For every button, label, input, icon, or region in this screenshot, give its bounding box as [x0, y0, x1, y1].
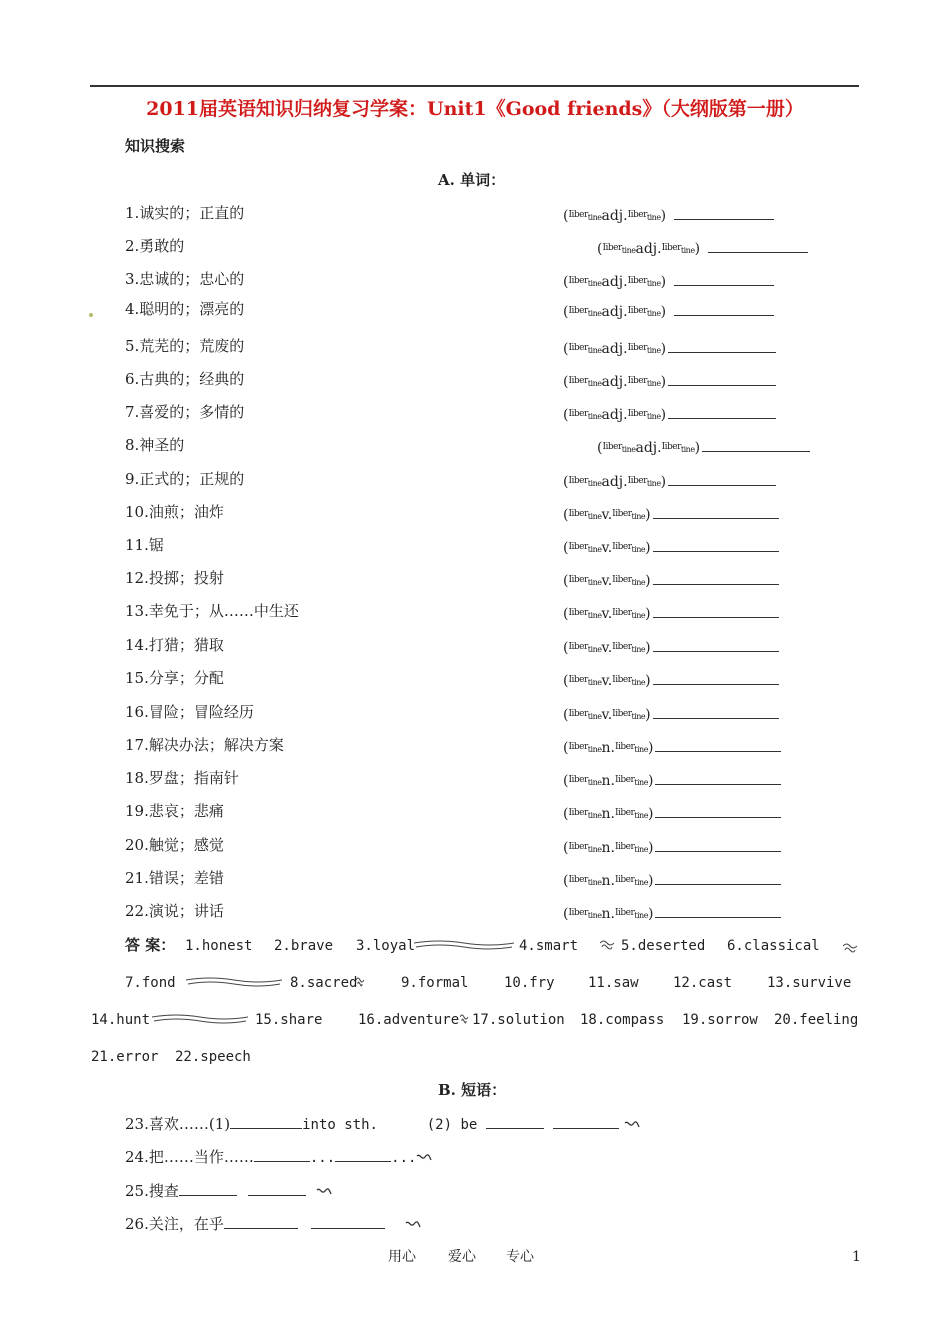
paren-close: ) [694, 440, 701, 456]
glyph-mark: Iibertine [614, 842, 648, 854]
answer-item: 7.fond [125, 975, 176, 991]
glyph-mark: Iibertine [627, 343, 661, 355]
part-of-speech: v. [601, 673, 613, 689]
glyph-mark: Iibertine [568, 409, 602, 421]
answer-item: 11.saw [588, 975, 639, 991]
blank [230, 1116, 302, 1129]
part-of-speech: adj. [601, 274, 628, 290]
part-of-speech: adj. [601, 341, 628, 357]
wave-mark [152, 1013, 248, 1025]
vocab-item-cn: 19.悲哀；悲痛 [125, 802, 224, 820]
glyph-mark: Iibertine [568, 842, 602, 854]
blank [553, 1116, 619, 1129]
glyph-mark: Iibertine [661, 243, 695, 255]
wave-mark [414, 939, 514, 951]
answer-blank[interactable] [668, 373, 776, 386]
vocab-item-cn: 21.错误；差错 [125, 869, 224, 887]
answer-item: 22.speech [175, 1049, 251, 1065]
answers-label: 答 案： [125, 936, 176, 954]
answer-item: 9.formal [401, 975, 469, 991]
glyph-mark: Iibertine [568, 608, 602, 620]
phrases-heading: B. 短语： [438, 1081, 507, 1099]
paren-open: ( [563, 773, 569, 789]
glyph-mark: Iibertine [568, 476, 602, 488]
wave-mark [600, 939, 614, 951]
vocab-item-cn: 3.忠诚的；忠心的 [125, 270, 245, 288]
glyph-mark: Iibertine [614, 742, 648, 754]
glyph-mark: Iibertine [627, 210, 661, 222]
phrase-23-mid: into sth. [302, 1117, 378, 1133]
answer-item: 4.smart [519, 938, 579, 954]
glyph-mark: Iibertine [568, 775, 602, 787]
paren-close: ) [660, 304, 667, 320]
answer-blank[interactable] [668, 473, 776, 486]
vocab-item-answer [563, 706, 779, 724]
paren-open: ( [563, 507, 569, 523]
blank [311, 1216, 385, 1229]
vocab-item-cn: 1.诚实的；正直的 [125, 204, 245, 222]
vocab-item-answer [563, 739, 781, 757]
paren-open: ( [563, 474, 569, 490]
paren-open: ( [563, 540, 569, 556]
phrase-24-dots-1: ... [309, 1150, 336, 1166]
paren-open: ( [563, 840, 569, 856]
stray-dot [89, 313, 93, 317]
answer-item: 19.sorrow [682, 1012, 758, 1028]
section-label: 知识搜索 [125, 137, 186, 155]
answer-item: 14.hunt [91, 1012, 151, 1028]
phrase-24-cn: 24.把……当作…… [125, 1148, 254, 1166]
vocab-item-answer [563, 639, 779, 657]
part-of-speech: n. [601, 873, 615, 889]
part-of-speech: adj. [601, 374, 628, 390]
wave-mark [356, 976, 364, 988]
blank [254, 1149, 310, 1162]
glyph-mark: Iibertine [627, 376, 661, 388]
vocab-item-answer [563, 373, 776, 391]
footer-motto-1: 用心 [388, 1249, 416, 1265]
vocab-item-cn: 7.喜爱的；多情的 [125, 403, 245, 421]
answer-item: 10.fry [504, 975, 555, 991]
vocab-item-answer [563, 406, 776, 424]
vocab-item-cn: 12.投掷；投射 [125, 569, 224, 587]
part-of-speech: v. [601, 507, 613, 523]
paren-close: ) [660, 374, 667, 390]
paren-close: ) [694, 241, 701, 257]
part-of-speech: adj. [635, 440, 662, 456]
answer-item: 1.honest [185, 938, 253, 954]
answer-blank[interactable] [702, 439, 810, 452]
answer-item: 21.error [91, 1049, 159, 1065]
part-of-speech: n. [601, 906, 615, 922]
vocab-item-answer [563, 772, 781, 790]
answer-blank[interactable] [653, 706, 779, 719]
vocab-item-answer [563, 303, 774, 321]
glyph-mark: Iibertine [627, 409, 661, 421]
answer-blank[interactable] [674, 303, 774, 316]
paren-close: ) [660, 274, 667, 290]
squiggle-icon [316, 1187, 332, 1197]
paren-open: ( [563, 806, 569, 822]
part-of-speech: v. [601, 540, 613, 556]
paren-close: ) [645, 673, 651, 689]
vocab-item-answer [597, 439, 810, 457]
paren-open: ( [563, 407, 569, 423]
glyph-mark: Iibertine [627, 306, 661, 318]
part-of-speech: v. [601, 707, 613, 723]
answer-item: 3.loyal [356, 938, 416, 954]
wave-decoration [460, 1011, 468, 1026]
vocab-item-cn: 18.罗盘；指南针 [125, 769, 239, 787]
vocab-item-answer [563, 672, 779, 690]
header-rule [90, 85, 859, 87]
part-of-speech: v. [601, 573, 613, 589]
footer-motto-3: 专心 [506, 1249, 534, 1265]
phrase-25 [125, 1183, 332, 1199]
vocab-item-answer [563, 539, 779, 557]
vocab-item-answer [563, 605, 779, 623]
vocab-item-answer [563, 805, 781, 823]
answer-blank[interactable] [655, 872, 781, 885]
vocab-item-cn: 6.古典的；经典的 [125, 370, 245, 388]
paren-open: ( [563, 640, 569, 656]
glyph-mark: Iibertine [627, 276, 661, 288]
vocab-item-answer [563, 872, 781, 890]
paren-close: ) [645, 640, 651, 656]
part-of-speech: adj. [635, 241, 662, 257]
answer-blank[interactable] [655, 905, 781, 918]
part-of-speech: n. [601, 840, 615, 856]
glyph-mark: Iibertine [568, 675, 602, 687]
paren-open: ( [563, 707, 569, 723]
paren-open: ( [563, 274, 569, 290]
wave-decoration [186, 974, 282, 989]
answer-blank[interactable] [653, 539, 779, 552]
answer-blank[interactable] [655, 839, 781, 852]
glyph-mark: Iibertine [612, 542, 646, 554]
paren-close: ) [660, 208, 667, 224]
answer-item: 16.adventure [358, 1012, 460, 1028]
squiggle-icon [405, 1220, 421, 1230]
answer-blank[interactable] [655, 739, 781, 752]
wave-decoration [600, 937, 614, 952]
paren-open: ( [563, 906, 569, 922]
phrase-24 [125, 1149, 432, 1165]
paren-close: ) [645, 606, 651, 622]
answer-item: 5.deserted [621, 938, 706, 954]
vocab-item-answer [563, 506, 779, 524]
answer-item: 17.solution [472, 1012, 565, 1028]
footer-motto-2: 爱心 [448, 1249, 476, 1265]
glyph-mark: Iibertine [602, 243, 636, 255]
answer-blank[interactable] [668, 406, 776, 419]
answer-item: 2.brave [274, 938, 334, 954]
phrase-24-dots-2: ... [391, 1150, 417, 1166]
answer-item: 15.share [255, 1012, 323, 1028]
paren-close: ) [645, 707, 651, 723]
wave-decoration [152, 1011, 248, 1026]
blank [486, 1116, 544, 1129]
wave-decoration [843, 940, 857, 955]
glyph-mark: Iibertine [612, 709, 646, 721]
answer-blank[interactable] [653, 572, 779, 585]
phrase-26 [125, 1216, 421, 1232]
answer-item: 8.sacred [290, 975, 358, 991]
part-of-speech: adj. [601, 304, 628, 320]
answer-blank[interactable] [655, 805, 781, 818]
glyph-mark: Iibertine [612, 509, 646, 521]
glyph-mark: Iibertine [612, 575, 646, 587]
paren-close: ) [660, 407, 667, 423]
paren-close: ) [647, 806, 654, 822]
glyph-mark: Iibertine [602, 442, 636, 454]
glyph-mark: Iibertine [568, 542, 602, 554]
glyph-mark: Iibertine [568, 210, 602, 222]
phrase-23-p2: (2) be [426, 1117, 478, 1133]
phrase-26-cn: 26.关注，在乎 [125, 1215, 224, 1233]
answer-blank[interactable] [674, 207, 774, 220]
wave-mark [460, 1013, 468, 1025]
vocab-item-answer [563, 273, 774, 291]
paren-open: ( [563, 740, 569, 756]
vocab-item-answer [563, 572, 779, 590]
squiggle-icon [624, 1120, 640, 1130]
vocab-item-cn: 14.打猎；猎取 [125, 636, 224, 654]
answer-blank[interactable] [674, 273, 774, 286]
paren-open: ( [597, 241, 603, 257]
vocab-item-cn: 4.聪明的；漂亮的 [125, 300, 245, 318]
vocab-item-answer [563, 207, 774, 225]
glyph-mark: Iibertine [568, 642, 602, 654]
part-of-speech: v. [601, 640, 613, 656]
answer-item: 18.compass [580, 1012, 665, 1028]
vocab-item-cn: 10.油煎；油炸 [125, 503, 224, 521]
glyph-mark: Iibertine [612, 608, 646, 620]
vocab-item-answer [563, 473, 776, 491]
answer-item: 6.classical [727, 938, 820, 954]
glyph-mark: Iibertine [568, 875, 602, 887]
page-title: 2011届英语知识归纳复习学案：Unit1《Good friends》（大纲版第一册） [146, 98, 804, 120]
glyph-mark: Iibertine [568, 709, 602, 721]
blank [179, 1183, 237, 1196]
paren-close: ) [647, 840, 654, 856]
paren-open: ( [563, 673, 569, 689]
vocab-item-cn: 20.触觉；感觉 [125, 836, 224, 854]
vocab-item-answer [563, 839, 781, 857]
answer-item: 12.cast [673, 975, 733, 991]
paren-open: ( [563, 341, 569, 357]
squiggle-icon [416, 1153, 432, 1163]
vocab-item-cn: 15.分享；分配 [125, 669, 224, 687]
part-of-speech: n. [601, 773, 615, 789]
vocab-item-cn: 17.解决办法；解决方案 [125, 736, 284, 754]
paren-close: ) [645, 573, 651, 589]
vocab-item-cn: 8.神圣的 [125, 436, 185, 454]
glyph-mark: Iibertine [568, 276, 602, 288]
answer-item: 20.feeling [774, 1012, 859, 1028]
glyph-mark: Iibertine [661, 442, 695, 454]
vocab-item-answer [563, 340, 776, 358]
paren-open: ( [563, 873, 569, 889]
phrase-23 [125, 1116, 640, 1132]
glyph-mark: Iibertine [614, 775, 648, 787]
paren-open: ( [563, 304, 569, 320]
blank [335, 1149, 391, 1162]
vocab-item-cn: 5.荒芜的；荒废的 [125, 337, 245, 355]
answer-blank[interactable] [653, 506, 779, 519]
paren-open: ( [563, 374, 569, 390]
phrase-23-cn: 23.喜欢……(1) [125, 1115, 231, 1133]
vocab-item-answer [563, 905, 781, 923]
wave-mark [186, 976, 282, 988]
answer-blank[interactable] [653, 639, 779, 652]
part-of-speech: adj. [601, 474, 628, 490]
wave-decoration [356, 974, 364, 989]
paren-close: ) [647, 740, 654, 756]
paren-open: ( [563, 208, 569, 224]
part-of-speech: v. [601, 606, 613, 622]
paren-open: ( [563, 573, 569, 589]
glyph-mark: Iibertine [568, 742, 602, 754]
glyph-mark: Iibertine [627, 476, 661, 488]
glyph-mark: Iibertine [568, 343, 602, 355]
answer-blank[interactable] [708, 240, 808, 253]
part-of-speech: adj. [601, 208, 628, 224]
vocab-item-cn: 11.锯 [125, 536, 164, 554]
blank [224, 1216, 298, 1229]
paren-open: ( [563, 606, 569, 622]
vocab-item-answer [597, 240, 808, 258]
glyph-mark: Iibertine [568, 808, 602, 820]
paren-close: ) [647, 773, 654, 789]
answer-blank[interactable] [653, 605, 779, 618]
glyph-mark: Iibertine [568, 509, 602, 521]
paren-close: ) [645, 507, 651, 523]
answer-item: 13.survive [767, 975, 852, 991]
paren-close: ) [660, 474, 667, 490]
glyph-mark: Iibertine [614, 875, 648, 887]
glyph-mark: Iibertine [568, 376, 602, 388]
glyph-mark: Iibertine [614, 908, 648, 920]
vocab-heading: A. 单词： [438, 171, 506, 189]
paren-close: ) [647, 873, 654, 889]
glyph-mark: Iibertine [568, 306, 602, 318]
phrase-25-cn: 25.搜查 [125, 1182, 179, 1200]
vocab-item-cn: 2.勇敢的 [125, 237, 185, 255]
part-of-speech: n. [601, 806, 615, 822]
glyph-mark: Iibertine [612, 642, 646, 654]
page-number: 1 [852, 1249, 861, 1265]
vocab-item-cn: 13.幸免于；从……中生还 [125, 602, 299, 620]
glyph-mark: Iibertine [614, 808, 648, 820]
paren-open: ( [597, 440, 603, 456]
vocab-item-cn: 16.冒险；冒险经历 [125, 703, 254, 721]
glyph-mark: Iibertine [612, 675, 646, 687]
glyph-mark: Iibertine [568, 908, 602, 920]
glyph-mark: Iibertine [568, 575, 602, 587]
wave-decoration [414, 937, 514, 952]
answer-blank[interactable] [668, 340, 776, 353]
answer-blank[interactable] [655, 772, 781, 785]
part-of-speech: adj. [601, 407, 628, 423]
vocab-item-cn: 22.演说；讲话 [125, 902, 224, 920]
paren-close: ) [645, 540, 651, 556]
paren-close: ) [647, 906, 654, 922]
vocab-item-cn: 9.正式的；正规的 [125, 470, 245, 488]
part-of-speech: n. [601, 740, 615, 756]
answer-blank[interactable] [653, 672, 779, 685]
blank [248, 1183, 306, 1196]
paren-close: ) [660, 341, 667, 357]
wave-mark [843, 942, 857, 954]
